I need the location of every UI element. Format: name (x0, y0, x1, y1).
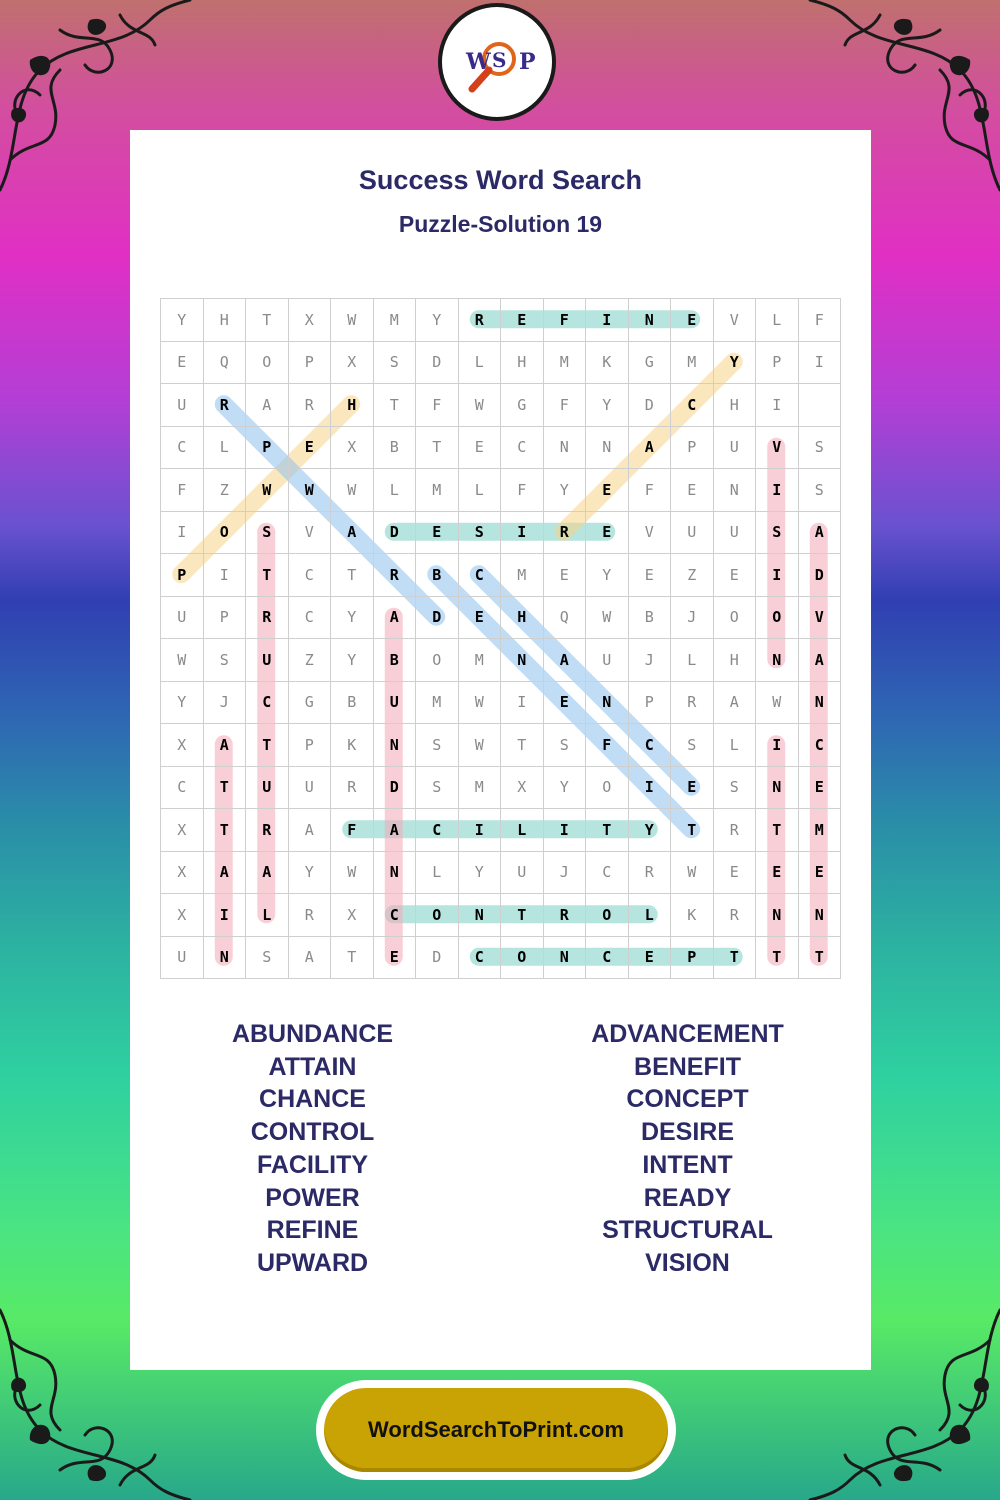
grid-cell[interactable]: C (501, 427, 544, 470)
grid-cell[interactable]: S (374, 342, 417, 385)
grid-cell[interactable]: N (501, 639, 544, 682)
grid-cell[interactable]: V (629, 512, 672, 555)
word-list-item: DESIRE (640, 1118, 735, 1147)
grid-cell[interactable]: W (161, 639, 204, 682)
grid-cell[interactable]: N (459, 894, 502, 937)
grid-cell[interactable]: R (459, 299, 502, 342)
word-list-item: ATTAIN (268, 1052, 357, 1081)
grid-cell[interactable]: D (374, 512, 417, 555)
grid-cell[interactable]: Y (629, 809, 672, 852)
grid-cell[interactable]: S (799, 427, 842, 470)
grid-cell[interactable]: U (161, 597, 204, 640)
grid-cell[interactable]: I (756, 724, 799, 767)
grid-cell[interactable]: V (799, 597, 842, 640)
grid-cell[interactable]: R (289, 894, 332, 937)
grid-cell[interactable]: E (714, 554, 757, 597)
website-button[interactable] (316, 1380, 676, 1480)
grid-cell[interactable]: E (629, 554, 672, 597)
grid-cell[interactable]: M (416, 469, 459, 512)
word-list-left (150, 1018, 475, 1280)
grid-cell[interactable]: A (799, 512, 842, 555)
grid-cell[interactable]: L (204, 427, 247, 470)
grid-cell[interactable]: M (671, 342, 714, 385)
grid-cell[interactable]: Q (204, 342, 247, 385)
grid-cell[interactable]: E (629, 937, 672, 980)
grid-cell[interactable]: A (799, 639, 842, 682)
grid-cell[interactable]: M (459, 639, 502, 682)
grid-cell[interactable]: R (671, 682, 714, 725)
grid-cell[interactable]: C (289, 597, 332, 640)
grid-cell[interactable]: U (246, 767, 289, 810)
grid-cell[interactable]: E (799, 767, 842, 810)
grid-cell[interactable]: N (756, 639, 799, 682)
word-list-right (525, 1018, 850, 1280)
grid-cell[interactable]: S (671, 724, 714, 767)
grid-cell[interactable]: T (586, 809, 629, 852)
grid-cell[interactable]: P (671, 937, 714, 980)
grid-cell[interactable]: V (714, 299, 757, 342)
grid-cell[interactable]: A (204, 852, 247, 895)
grid-cell[interactable]: N (629, 299, 672, 342)
grid-cell[interactable]: A (246, 852, 289, 895)
grid-cell[interactable]: N (586, 427, 629, 470)
grid-cell[interactable]: E (671, 299, 714, 342)
grid-cell[interactable]: Y (416, 299, 459, 342)
grid-cell[interactable]: E (544, 682, 587, 725)
grid-cell[interactable]: W (459, 384, 502, 427)
grid-cell[interactable]: U (374, 682, 417, 725)
grid-cell[interactable]: W (586, 597, 629, 640)
grid-cell[interactable]: R (544, 512, 587, 555)
grid-cell[interactable]: W (246, 469, 289, 512)
word-list-item: READY (643, 1183, 732, 1212)
grid-cell[interactable]: R (331, 767, 374, 810)
grid-cell[interactable]: C (799, 724, 842, 767)
grid-cell[interactable]: I (459, 809, 502, 852)
grid-cell[interactable]: Y (331, 639, 374, 682)
grid-cell[interactable]: T (246, 554, 289, 597)
grid-cell[interactable]: F (161, 469, 204, 512)
grid-cell[interactable]: W (459, 682, 502, 725)
wsp-logo[interactable] (438, 3, 556, 121)
grid-cell[interactable]: R (714, 894, 757, 937)
grid-cell[interactable]: C (289, 554, 332, 597)
grid-cell[interactable]: C (586, 852, 629, 895)
grid-cell[interactable]: R (289, 384, 332, 427)
grid-cell[interactable]: X (161, 894, 204, 937)
grid-cell[interactable]: U (714, 512, 757, 555)
grid-cell[interactable]: E (671, 469, 714, 512)
grid-cell[interactable]: L (671, 639, 714, 682)
grid-cell[interactable]: S (756, 512, 799, 555)
grid-cell[interactable]: G (289, 682, 332, 725)
grid-cell[interactable]: Y (586, 384, 629, 427)
grid-cell[interactable]: I (501, 512, 544, 555)
grid-cell[interactable]: P (756, 342, 799, 385)
grid-cell[interactable]: F (331, 809, 374, 852)
grid-cell[interactable]: H (501, 597, 544, 640)
word-list-item: CONCEPT (626, 1085, 749, 1114)
word-list-item: POWER (265, 1183, 360, 1212)
grid-cell[interactable]: X (331, 427, 374, 470)
grid-cell[interactable]: B (416, 554, 459, 597)
grid-cell[interactable]: D (374, 767, 417, 810)
word-search-grid (160, 298, 840, 978)
grid-cell[interactable]: B (629, 597, 672, 640)
grid-cell[interactable]: W (289, 469, 332, 512)
grid-cell[interactable]: T (331, 937, 374, 980)
grid-cell[interactable]: C (246, 682, 289, 725)
grid-cell[interactable]: R (629, 852, 672, 895)
grid-cell[interactable]: O (416, 894, 459, 937)
word-list-item: CONTROL (250, 1118, 375, 1147)
grid-cell[interactable]: C (459, 937, 502, 980)
grid-cell[interactable]: D (416, 937, 459, 980)
grid-cell[interactable]: I (204, 894, 247, 937)
page-subtitle: Puzzle-Solution 19 (398, 211, 603, 237)
grid-cell[interactable]: I (756, 384, 799, 427)
grid-cell[interactable]: A (714, 682, 757, 725)
grid-cell[interactable]: U (714, 427, 757, 470)
grid-cell[interactable]: O (714, 597, 757, 640)
grid-cell[interactable]: T (331, 554, 374, 597)
grid-cell[interactable]: Y (161, 682, 204, 725)
grid-cell[interactable]: Y (586, 554, 629, 597)
grid-cell[interactable]: O (586, 894, 629, 937)
grid-cell[interactable]: T (204, 809, 247, 852)
grid-cell[interactable]: R (246, 597, 289, 640)
grid-cell[interactable]: Q (544, 597, 587, 640)
grid-cell[interactable]: Z (289, 639, 332, 682)
grid-cell[interactable]: Y (289, 852, 332, 895)
grid-cell[interactable]: K (331, 724, 374, 767)
grid-cell[interactable]: D (799, 554, 842, 597)
grid-cell[interactable]: C (629, 724, 672, 767)
grid-cell[interactable]: V (289, 512, 332, 555)
grid-cell[interactable]: M (416, 682, 459, 725)
grid-cell[interactable]: D (629, 384, 672, 427)
grid-cell[interactable]: I (756, 469, 799, 512)
grid-cell[interactable]: J (204, 682, 247, 725)
grid-cell[interactable]: G (629, 342, 672, 385)
grid-cell[interactable]: C (459, 554, 502, 597)
word-list-item: CHANCE (259, 1085, 366, 1114)
word-list-item: STRUCTURAL (602, 1216, 773, 1245)
grid-cell[interactable]: U (586, 639, 629, 682)
grid-cell[interactable]: A (289, 937, 332, 980)
letter-grid (160, 298, 841, 979)
grid-cell[interactable]: X (161, 724, 204, 767)
grid-cell[interactable]: T (204, 767, 247, 810)
grid-cell[interactable]: A (331, 512, 374, 555)
grid-cell[interactable]: L (459, 469, 502, 512)
grid-cell[interactable]: L (756, 299, 799, 342)
grid-cell[interactable]: H (331, 384, 374, 427)
grid-cell[interactable]: T (756, 809, 799, 852)
grid-cell[interactable]: N (374, 852, 417, 895)
grid-cell[interactable]: F (586, 724, 629, 767)
puzzle-panel (130, 130, 871, 1370)
grid-cell[interactable]: E (799, 852, 842, 895)
grid-cell[interactable]: U (246, 639, 289, 682)
grid-cell[interactable]: L (629, 894, 672, 937)
grid-cell[interactable]: J (629, 639, 672, 682)
grid-cell[interactable]: T (756, 937, 799, 980)
logo-letter-p: P (519, 49, 536, 75)
grid-cell[interactable]: E (756, 852, 799, 895)
grid-cell[interactable]: T (246, 724, 289, 767)
grid-cell[interactable]: O (204, 512, 247, 555)
grid-cell[interactable]: C (374, 894, 417, 937)
grid-cell[interactable]: C (161, 427, 204, 470)
grid-cell[interactable]: E (374, 937, 417, 980)
grid-cell[interactable]: N (756, 894, 799, 937)
grid-cell[interactable]: C (586, 937, 629, 980)
grid-cell[interactable]: R (714, 809, 757, 852)
grid-cell[interactable]: C (671, 384, 714, 427)
grid-cell[interactable]: P (161, 554, 204, 597)
grid-cell[interactable]: N (544, 937, 587, 980)
grid-cell[interactable]: K (586, 342, 629, 385)
grid-cell[interactable]: W (671, 852, 714, 895)
grid-cell[interactable]: H (204, 299, 247, 342)
grid-cell[interactable]: A (544, 639, 587, 682)
grid-cell[interactable]: T (671, 809, 714, 852)
grid-cell[interactable]: W (331, 299, 374, 342)
grid-cell[interactable]: X (331, 342, 374, 385)
grid-cell[interactable]: R (544, 894, 587, 937)
word-list-item: BENEFIT (634, 1052, 741, 1081)
grid-cell[interactable]: L (246, 894, 289, 937)
grid-cell[interactable]: L (459, 342, 502, 385)
grid-cell[interactable]: D (416, 597, 459, 640)
grid-cell[interactable]: A (629, 427, 672, 470)
grid-cell[interactable]: R (374, 554, 417, 597)
grid-cell[interactable]: T (501, 724, 544, 767)
grid-cell[interactable]: M (374, 299, 417, 342)
grid-cell[interactable]: F (416, 384, 459, 427)
grid-cell[interactable]: I (204, 554, 247, 597)
grid-cell[interactable]: Y (544, 469, 587, 512)
word-list-item: FACILITY (256, 1150, 369, 1179)
grid-cell[interactable]: N (799, 682, 842, 725)
logo-letter-s: S (492, 48, 507, 72)
grid-cell[interactable]: A (204, 724, 247, 767)
logo-letter-w: W (466, 49, 491, 75)
grid-cell[interactable]: I (161, 512, 204, 555)
grid-cell[interactable]: S (544, 724, 587, 767)
grid-cell[interactable]: U (161, 937, 204, 980)
grid-cell[interactable] (799, 384, 842, 427)
grid-cell[interactable]: Y (714, 342, 757, 385)
grid-cell[interactable]: S (204, 639, 247, 682)
grid-cell[interactable]: I (586, 299, 629, 342)
grid-cell[interactable]: B (374, 639, 417, 682)
grid-cell[interactable]: X (161, 809, 204, 852)
grid-cell[interactable]: A (246, 384, 289, 427)
grid-cell[interactable]: E (501, 299, 544, 342)
grid-cell[interactable]: R (246, 809, 289, 852)
grid-cell[interactable]: A (374, 809, 417, 852)
grid-cell[interactable]: N (544, 427, 587, 470)
grid-cell[interactable]: P (629, 682, 672, 725)
grid-cell[interactable]: J (671, 597, 714, 640)
word-list-item: ADVANCEMENT (591, 1020, 784, 1048)
grid-cell[interactable]: O (501, 937, 544, 980)
grid-cell[interactable]: T (714, 937, 757, 980)
grid-cell[interactable]: V (756, 427, 799, 470)
grid-cell[interactable]: O (246, 342, 289, 385)
word-list-item: REFINE (266, 1216, 359, 1245)
grid-cell[interactable]: L (374, 469, 417, 512)
grid-cell[interactable]: L (501, 809, 544, 852)
grid-cell[interactable]: F (629, 469, 672, 512)
grid-cell[interactable]: E (714, 852, 757, 895)
grid-cell[interactable]: X (331, 894, 374, 937)
grid-cell[interactable]: T (799, 937, 842, 980)
grid-cell[interactable]: Y (459, 852, 502, 895)
grid-cell[interactable]: S (416, 724, 459, 767)
grid-cell[interactable]: S (799, 469, 842, 512)
grid-cell[interactable]: I (544, 809, 587, 852)
grid-cell[interactable]: X (289, 299, 332, 342)
grid-cell[interactable]: X (161, 852, 204, 895)
grid-cell[interactable]: O (756, 597, 799, 640)
grid-cell[interactable]: S (459, 512, 502, 555)
grid-cell[interactable]: Y (161, 299, 204, 342)
grid-cell[interactable]: O (416, 639, 459, 682)
grid-cell[interactable]: C (161, 767, 204, 810)
grid-cell[interactable]: M (501, 554, 544, 597)
grid-cell[interactable]: B (331, 682, 374, 725)
grid-cell[interactable]: W (459, 724, 502, 767)
grid-cell[interactable]: P (671, 427, 714, 470)
grid-cell[interactable]: M (799, 809, 842, 852)
word-list-item: UPWARD (256, 1248, 369, 1277)
grid-cell[interactable]: H (714, 639, 757, 682)
grid-cell[interactable]: B (374, 427, 417, 470)
grid-cell[interactable]: P (246, 427, 289, 470)
grid-cell[interactable]: L (416, 852, 459, 895)
grid-cell[interactable]: F (544, 384, 587, 427)
grid-cell[interactable]: L (714, 724, 757, 767)
grid-cell[interactable]: E (671, 767, 714, 810)
grid-cell[interactable]: G (501, 384, 544, 427)
grid-cell[interactable]: T (246, 299, 289, 342)
grid-cell[interactable]: S (416, 767, 459, 810)
grid-cell[interactable]: M (544, 342, 587, 385)
grid-cell[interactable]: U (501, 852, 544, 895)
grid-cell[interactable]: J (544, 852, 587, 895)
grid-cell[interactable]: P (289, 342, 332, 385)
grid-cell[interactable]: N (714, 469, 757, 512)
grid-cell[interactable]: T (501, 894, 544, 937)
grid-cell[interactable]: I (501, 682, 544, 725)
grid-cell[interactable]: I (756, 554, 799, 597)
grid-cell[interactable]: A (289, 809, 332, 852)
grid-cell[interactable]: F (544, 299, 587, 342)
grid-cell[interactable]: W (331, 469, 374, 512)
grid-cell[interactable]: N (374, 724, 417, 767)
grid-cell[interactable]: Z (204, 469, 247, 512)
grid-cell[interactable]: N (799, 894, 842, 937)
grid-cell[interactable]: A (374, 597, 417, 640)
website-label[interactable]: WordSearchToPrint.com (324, 1388, 668, 1472)
grid-cell[interactable]: X (501, 767, 544, 810)
grid-cell[interactable]: S (714, 767, 757, 810)
grid-cell[interactable]: N (586, 682, 629, 725)
grid-cell[interactable]: E (544, 554, 587, 597)
page-title: Success Word Search (358, 165, 643, 195)
grid-cell[interactable]: P (204, 597, 247, 640)
grid-cell[interactable]: M (459, 767, 502, 810)
grid-cell[interactable]: Z (671, 554, 714, 597)
word-list-item: VISION (645, 1248, 730, 1277)
grid-cell[interactable]: E (586, 512, 629, 555)
word-list-item: ABUNDANCE (231, 1020, 394, 1048)
magnifier-icon (442, 7, 552, 117)
grid-cell[interactable]: T (416, 427, 459, 470)
grid-cell[interactable]: H (714, 384, 757, 427)
grid-cell[interactable]: P (289, 724, 332, 767)
grid-cell[interactable]: O (586, 767, 629, 810)
grid-cell[interactable]: U (161, 384, 204, 427)
grid-cell[interactable]: W (756, 682, 799, 725)
grid-cell[interactable]: I (629, 767, 672, 810)
grid-cell[interactable]: E (586, 469, 629, 512)
grid-cell[interactable]: E (459, 597, 502, 640)
grid-cell[interactable]: W (331, 852, 374, 895)
grid-cell[interactable]: I (799, 342, 842, 385)
grid-cell[interactable]: T (374, 384, 417, 427)
grid-cell[interactable]: E (459, 427, 502, 470)
grid-cell[interactable]: S (246, 937, 289, 980)
grid-cell[interactable]: C (416, 809, 459, 852)
grid-cell[interactable]: H (501, 342, 544, 385)
grid-cell[interactable]: U (671, 512, 714, 555)
grid-cell[interactable]: R (204, 384, 247, 427)
grid-cell[interactable]: F (501, 469, 544, 512)
grid-cell[interactable]: U (289, 767, 332, 810)
grid-cell[interactable]: S (246, 512, 289, 555)
grid-cell[interactable]: E (416, 512, 459, 555)
grid-cell[interactable]: N (204, 937, 247, 980)
grid-cell[interactable]: D (416, 342, 459, 385)
grid-cell[interactable]: E (161, 342, 204, 385)
word-list-item: INTENT (642, 1150, 733, 1179)
grid-cell[interactable]: Y (544, 767, 587, 810)
grid-cell[interactable]: Y (331, 597, 374, 640)
grid-cell[interactable]: N (756, 767, 799, 810)
grid-cell[interactable]: E (289, 427, 332, 470)
grid-cell[interactable]: K (671, 894, 714, 937)
grid-cell[interactable]: F (799, 299, 842, 342)
